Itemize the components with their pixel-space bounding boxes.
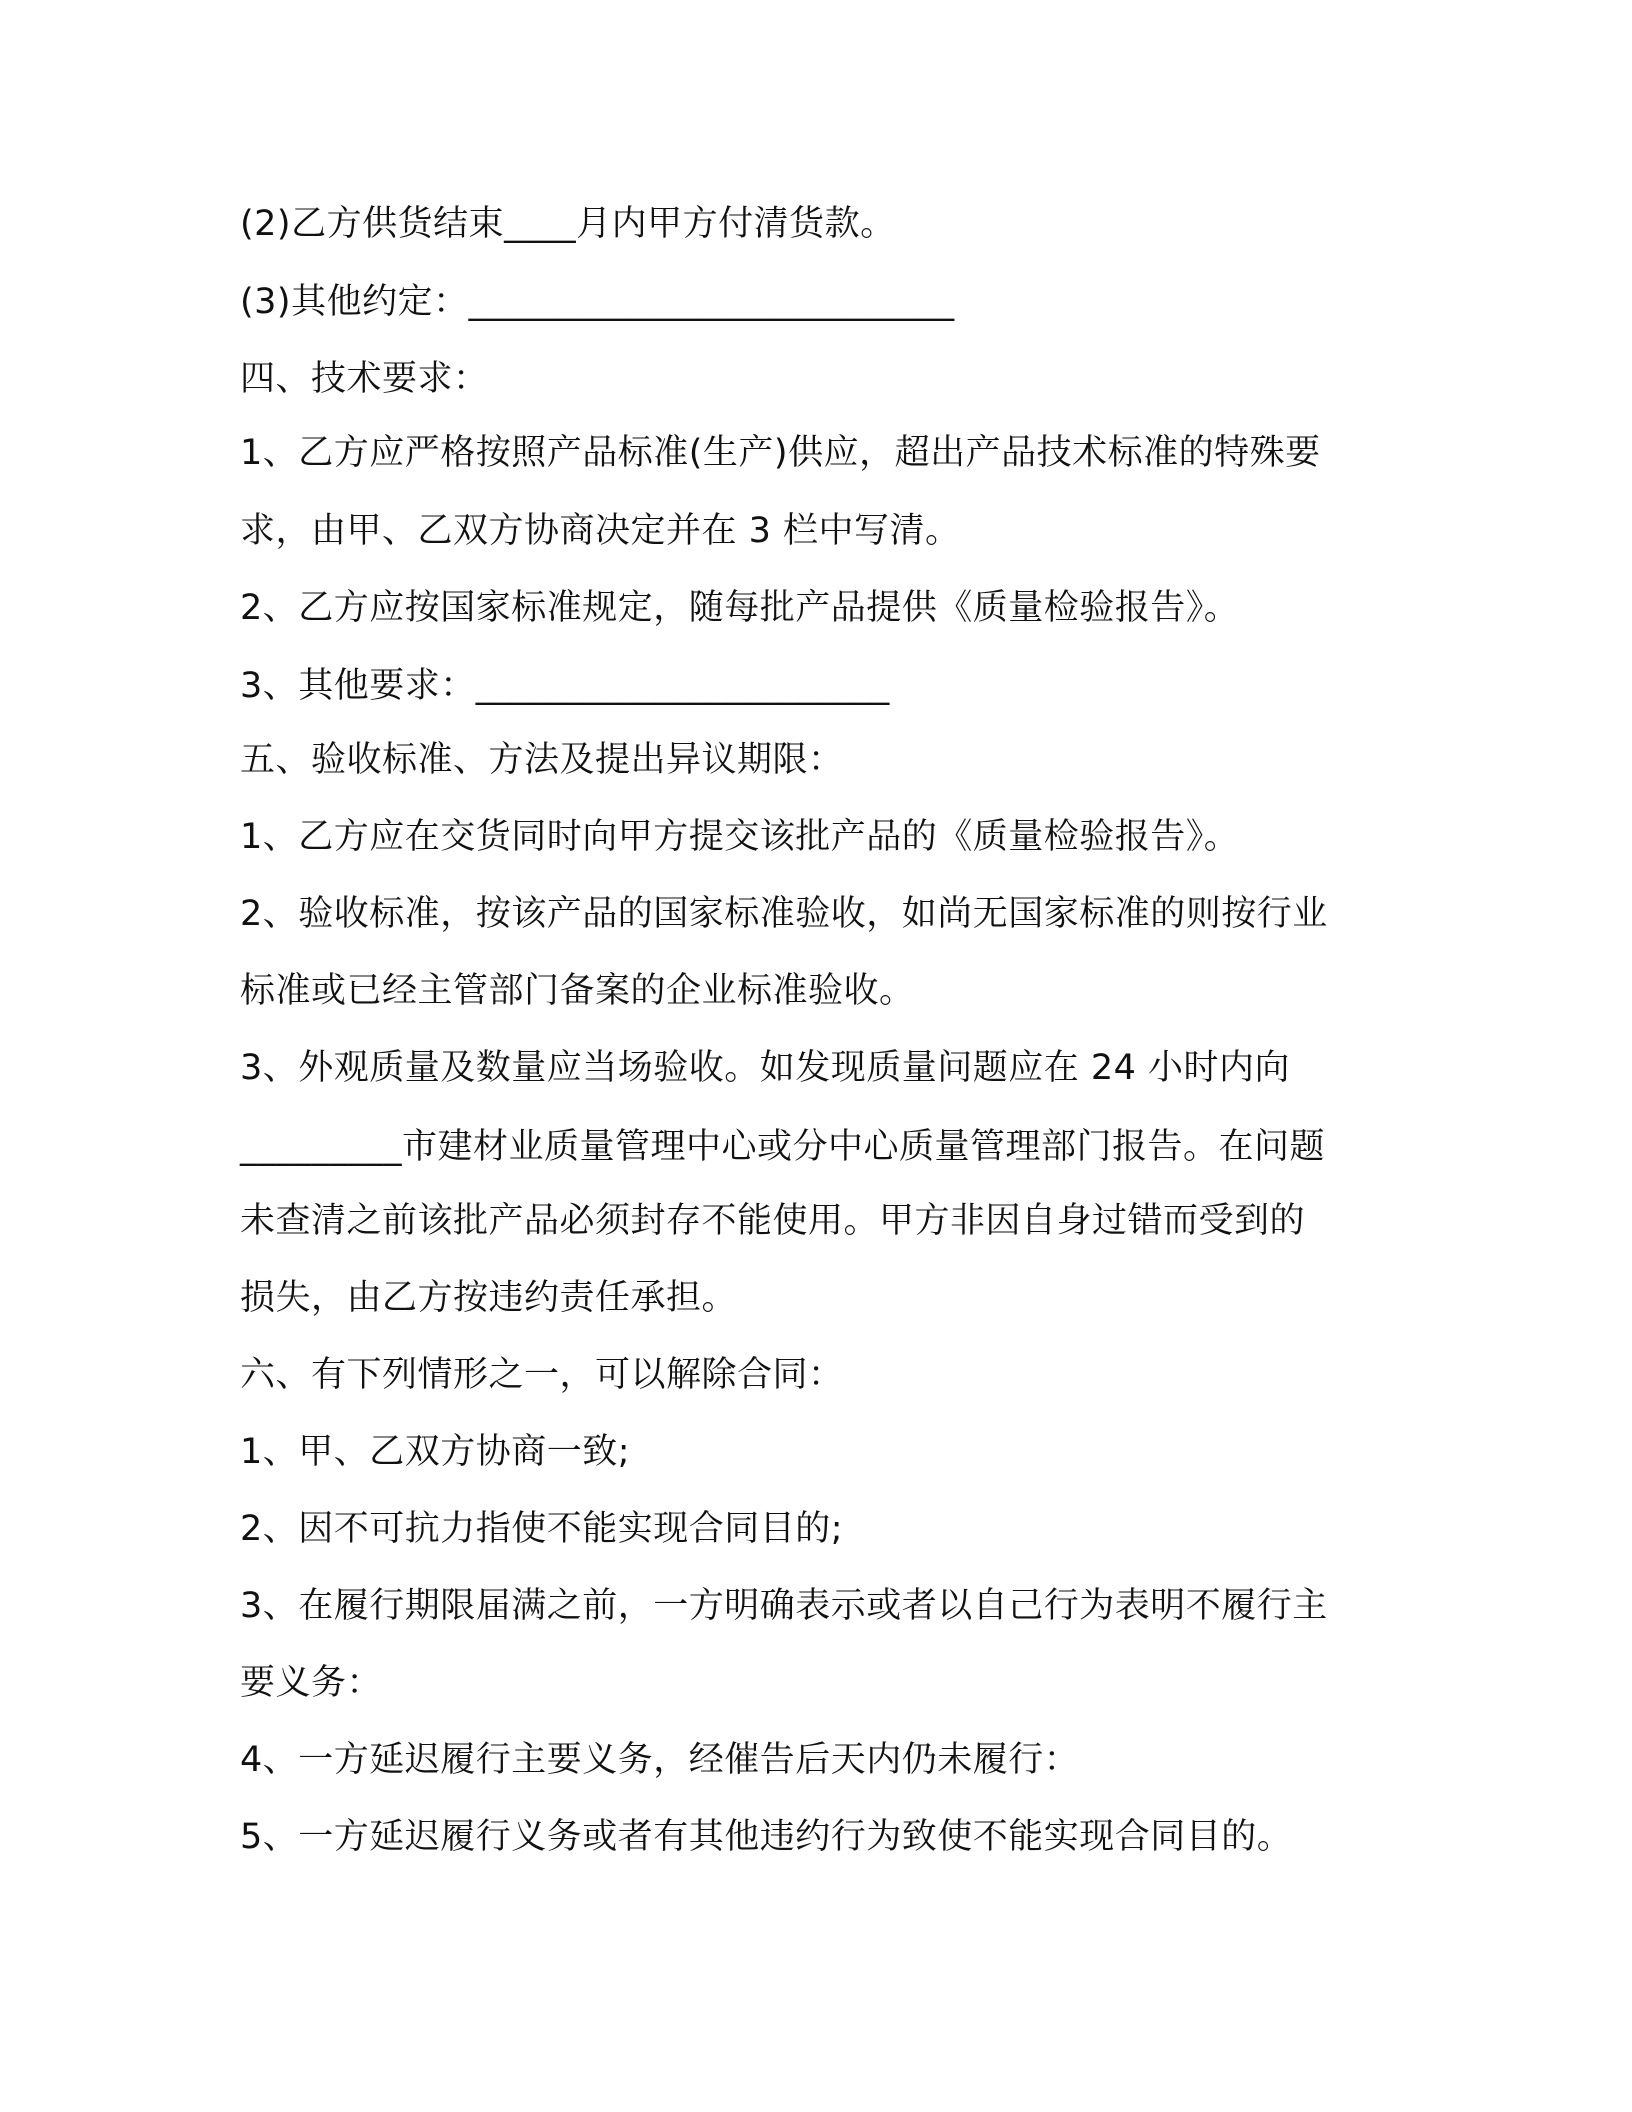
text-line: 1、乙方应严格按照产品标准(生产)供应，超出产品技术标准的特殊要 <box>240 433 1321 473</box>
text-line: 损失，由乙方按违约责任承担。 <box>240 1278 738 1318</box>
text-line: _________市建材业质量管理中心或分中心质量管理部门报告。在问题 <box>240 1127 1326 1167</box>
text-line: 3、其他要求：_______________________ <box>240 666 890 706</box>
text-line: 未查清之前该批产品必须封存不能使用。甲方非因自身过错而受到的 <box>240 1201 1306 1241</box>
text-line: 要义务： <box>240 1663 383 1703</box>
text-line: 2、验收标准，按该产品的国家标准验收，如尚无国家标准的则按行业 <box>240 894 1328 934</box>
text-line: 2、因不可抗力指使不能实现合同目的; <box>240 1509 844 1549</box>
text-line: 标准或已经主管部门备案的企业标准验收。 <box>240 971 915 1011</box>
text-line: 1、甲、乙双方协商一致; <box>240 1432 631 1472</box>
section-heading: 六、有下列情形之一，可以解除合同： <box>240 1355 844 1395</box>
text-line: (2)乙方供货结束____月内甲方付清货款。 <box>240 204 896 244</box>
text-line: 5、一方延迟履行义务或者有其他违约行为致使不能实现合同目的。 <box>240 1817 1293 1857</box>
section-heading: 五、验收标准、方法及提出异议期限： <box>240 740 844 780</box>
text-line: (3)其他约定：___________________________ <box>240 282 955 322</box>
text-line: 1、乙方应在交货同时向甲方提交该批产品的《质量检验报告》。 <box>240 817 1240 857</box>
text-line: 4、一方延迟履行主要义务，经催告后天内仍未履行： <box>240 1740 1080 1780</box>
text-line: 求，由甲、乙双方协商决定并在 3 栏中写清。 <box>240 511 961 551</box>
section-heading: 四、技术要求： <box>240 359 489 399</box>
text-line: 3、在履行期限届满之前，一方明确表示或者以自己行为表明不履行主 <box>240 1586 1328 1626</box>
text-line: 2、乙方应按国家标准规定，随每批产品提供《质量检验报告》。 <box>240 588 1240 628</box>
text-line: 3、外观质量及数量应当场验收。如发现质量问题应在 24 小时内向 <box>240 1048 1291 1088</box>
